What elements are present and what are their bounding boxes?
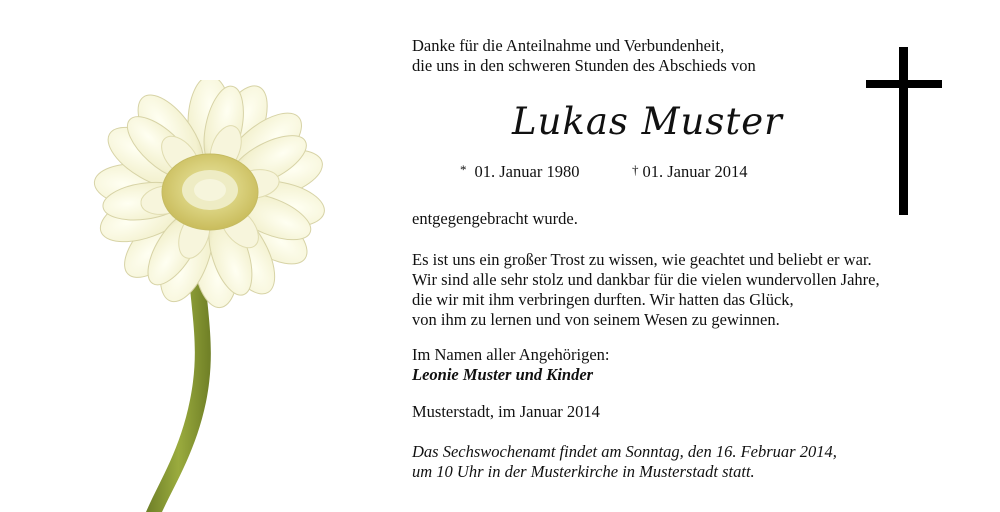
message-line: Es ist uns ein großer Trost zu wissen, wie geachtet und beliebt er war.: [412, 250, 872, 269]
intro-line-1: Danke für die Anteilnahme und Verbundenheit,: [412, 36, 725, 55]
message-line: die wir mit ihm verbringen durften. Wir hatten das Glück,: [412, 290, 794, 309]
service-line-2: um 10 Uhr in der Musterkirche in Musterstadt statt.: [412, 462, 755, 481]
signature-block: [412, 345, 609, 385]
birth-date-value: 01. Januar 1980: [474, 162, 580, 181]
death-date: [632, 162, 747, 182]
intro-line-2: die uns in den schweren Stunden des Abschieds von: [412, 56, 756, 75]
death-symbol: †: [632, 162, 639, 177]
birth-symbol: *: [460, 162, 467, 177]
deceased-name: Lukas Muster: [512, 100, 783, 143]
cross-vertical-bar: [899, 47, 908, 215]
gerbera-flower-image: [60, 80, 370, 512]
signature-names: Leonie Muster und Kinder: [412, 365, 594, 384]
continuation-text: entgegengebracht wurde.: [412, 209, 578, 228]
death-date-value: 01. Januar 2014: [642, 162, 748, 181]
place-date: Musterstadt, im Januar 2014: [412, 402, 600, 421]
message-line: von ihm zu lernen und von seinem Wesen zu gewinnen.: [412, 310, 780, 329]
birth-date: [460, 162, 579, 182]
message-paragraph: [412, 250, 880, 330]
signature-intro: Im Namen aller Angehörigen:: [412, 345, 610, 364]
cross-icon: [866, 47, 942, 215]
service-line-1: Das Sechswochenamt findet am Sonntag, den 16. Februar 2014,: [412, 442, 837, 461]
service-info: [412, 442, 837, 482]
cross-horizontal-bar: [866, 80, 942, 88]
message-line: Wir sind alle sehr stolz und dankbar für die vielen wundervollen Jahre,: [412, 270, 880, 289]
